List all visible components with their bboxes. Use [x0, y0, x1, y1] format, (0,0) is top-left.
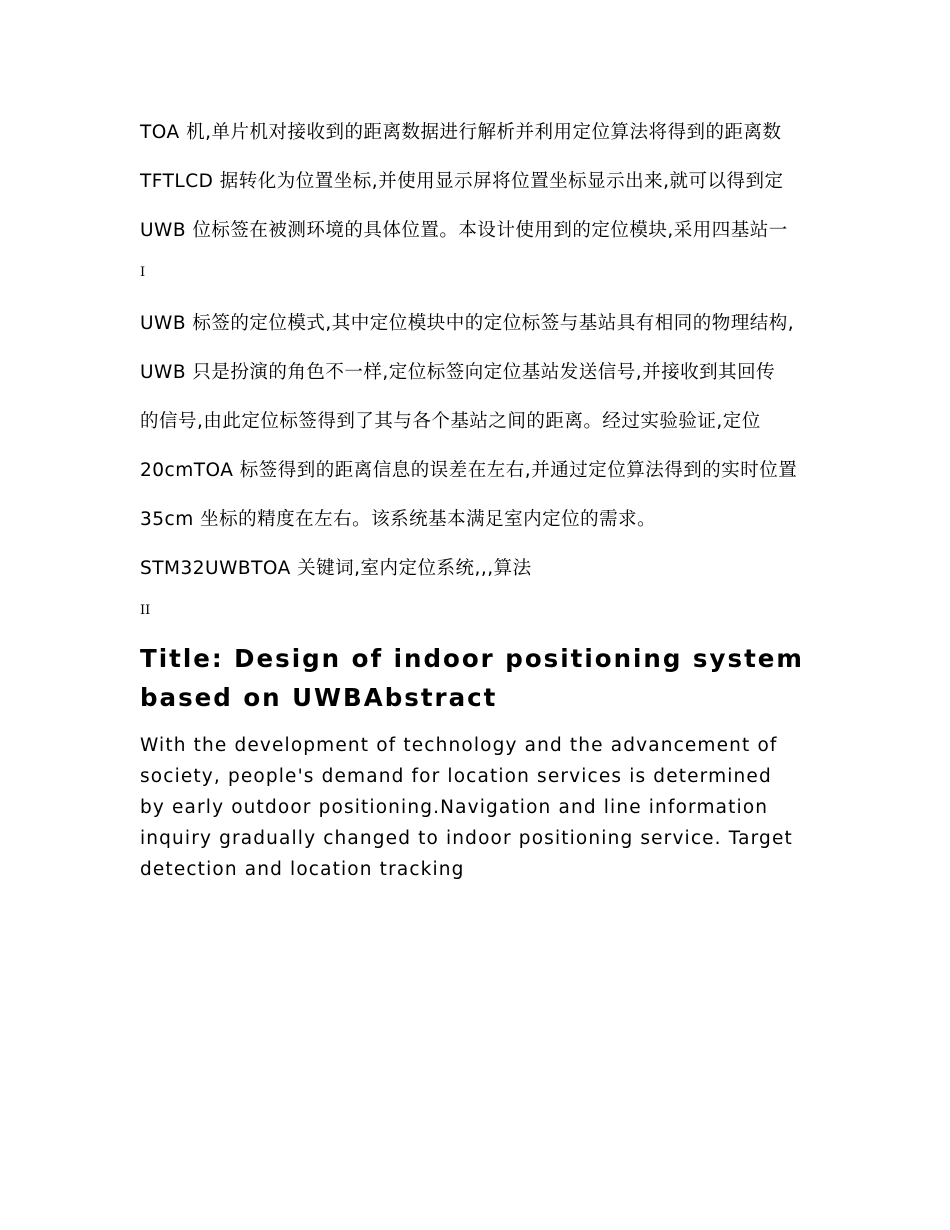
title-label: Title:	[140, 644, 224, 673]
document-page	[140, 117, 815, 885]
body-paragraph: 35cm 坐标的精度在左右。该系统基本满足室内定位的需求。	[140, 509, 657, 530]
body-paragraph: TFTLCD 据转化为位置坐标,并使用显示屏将位置坐标显示出来,就可以得到定	[140, 171, 784, 192]
page-number: II	[140, 603, 151, 618]
english-title	[140, 640, 815, 717]
keywords-paragraph: STM32UWBTOA 关键词,室内定位系统,,,算法	[140, 558, 532, 579]
body-paragraph: UWB 位标签在被测环境的具体位置。本设计使用到的定位模块,采用四基站一	[140, 220, 788, 241]
body-paragraph: 20cmTOA 标签得到的距离信息的误差在左右,并通过定位算法得到的实时位置	[140, 460, 798, 481]
title-text: Design of indoor positioning system based on UWBAbstract	[140, 644, 804, 712]
page-number: I	[140, 265, 146, 280]
body-paragraph: UWB 标签的定位模式,其中定位模块中的定位标签与基站具有相同的物理结构,	[140, 313, 795, 334]
body-paragraph: UWB 只是扮演的角色不一样,定位标签向定位基站发送信号,并接收到其回传	[140, 362, 776, 383]
body-paragraph: TOA 机,单片机对接收到的距离数据进行解析并利用定位算法将得到的距离数	[140, 122, 782, 143]
body-paragraph: 的信号,由此定位标签得到了其与各个基站之间的距离。经过实验验证,定位	[140, 411, 761, 432]
abstract-paragraph: With the development of technology and the advancement of society, people's demand for location services is determined by early outdoor positioning.Navigation and line information inquiry gradually changed to indoor positioning service. Target detection and location tracking	[140, 735, 793, 880]
